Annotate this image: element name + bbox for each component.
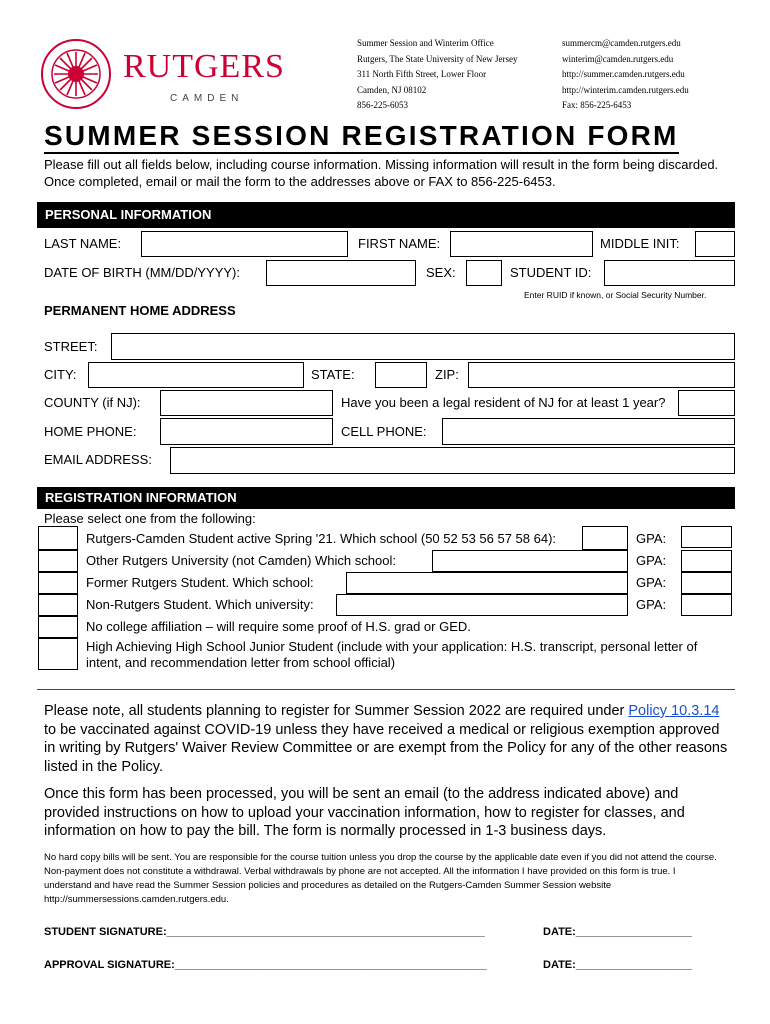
cell-phone-label: CELL PHONE: — [341, 424, 427, 439]
first-name-label: FIRST NAME: — [358, 236, 441, 251]
logo-campus: CAMDEN — [170, 93, 244, 104]
dob-field[interactable] — [266, 260, 416, 286]
middle-initial-label: MIDDLE INIT: — [600, 236, 680, 251]
state-label: STATE: — [311, 367, 355, 382]
policy-link[interactable]: Policy 10.3.14 — [628, 703, 720, 719]
option-checkbox-rutgers-camden[interactable] — [38, 526, 78, 550]
approval-date-line[interactable]: DATE:___________________ — [543, 959, 693, 971]
email-field[interactable] — [170, 447, 735, 474]
option-other-rutgers: Other Rutgers University (not Camden) Which school: — [86, 553, 396, 568]
gpa-field[interactable] — [681, 594, 732, 616]
last-name-label: LAST NAME: — [44, 236, 122, 251]
contact-fax: Fax: 856-225-6453 — [562, 100, 632, 110]
option-high-school-junior: High Achieving High School Junior Student (include with your application: H.S. transcript, personal letter of intent, and recommendation letter from school official) — [86, 639, 698, 670]
home-phone-field[interactable] — [160, 418, 333, 445]
option-former-rutgers: Former Rutgers Student. Which school: — [86, 575, 314, 590]
rutgers-seal — [40, 38, 112, 110]
zip-label: ZIP: — [435, 367, 459, 382]
first-name-field[interactable] — [450, 231, 593, 257]
county-field[interactable] — [160, 390, 333, 416]
vaccination-notice-text: Please note, all students planning to register for Summer Session 2022 are required under — [44, 703, 629, 719]
gpa-field[interactable] — [681, 572, 732, 594]
office-line: 856-225-6053 — [357, 100, 408, 110]
school-field-other-rutgers[interactable] — [432, 550, 628, 572]
gpa-field[interactable] — [681, 526, 732, 548]
office-line: Summer Session and Winterim Office — [357, 38, 494, 48]
student-date-line[interactable]: DATE:___________________ — [543, 926, 693, 938]
option-rutgers-camden: Rutgers-Camden Student active Spring '21. Which school (50 52 53 56 57 58 64): — [86, 531, 557, 546]
contact-email-summer[interactable]: summercm@camden.rutgers.edu — [562, 38, 681, 48]
home-phone-label: HOME PHONE: — [44, 424, 137, 439]
option-checkbox-high-school-junior[interactable] — [38, 638, 78, 670]
vaccination-notice-text-cont: to be vaccinated against COVID-19 unless they have received a medical or religious exemption approved in writing by Rutgers' Waiver Review Committee or are exempt from the Policy for any of the other reasons listed in the Policy. — [44, 721, 728, 775]
middle-initial-field[interactable] — [695, 231, 735, 257]
intro-text: Please fill out all fields below, including course information. Missing information will result in the form being discarded. Once completed, email or mail the form to the addresses above or FAX to 856-225-6453. — [44, 157, 719, 189]
office-line: Camden, NJ 08102 — [357, 84, 427, 95]
sex-label: SEX: — [426, 265, 456, 280]
gpa-label: GPA: — [636, 553, 667, 568]
office-line: 311 North Fifth Street, Lower Floor — [357, 69, 487, 79]
registration-prompt: Please select one from the following: — [44, 511, 256, 526]
option-checkbox-no-college[interactable] — [38, 616, 78, 638]
option-checkbox-other-rutgers[interactable] — [38, 550, 78, 572]
vaccination-notice — [44, 702, 734, 776]
county-label: COUNTY (if NJ): — [44, 395, 141, 410]
billing-fine-print: No hard copy bills will be sent. You are responsible for the course tuition unless you drop the course by the applicable date even if you did not attend the course. Non-payment does not constitute a withdrawal. Verbal withdrawals by phone are not accepted. All the information I have provided on this form is true. I understand and have read the Summer Session policies and procedures as detailed on the Rutgers-Camden Summer Session website http://summersessions.camden.rutgers.edu. — [44, 852, 717, 905]
contact-email-winterim[interactable]: winterim@camden.rutgers.edu — [562, 53, 674, 64]
contact-block — [562, 36, 689, 114]
gpa-label: GPA: — [636, 597, 667, 612]
state-field[interactable] — [375, 362, 427, 388]
gpa-label: GPA: — [636, 531, 667, 546]
school-field-former-rutgers[interactable] — [346, 572, 628, 594]
student-signature-line[interactable]: STUDENT SIGNATURE:____________________________________________________ — [44, 926, 485, 938]
street-field[interactable] — [111, 333, 735, 360]
last-name-field[interactable] — [141, 231, 348, 257]
contact-url-winterim[interactable]: http://winterim.camden.rutgers.edu — [562, 84, 689, 95]
school-field-rutgers-camden[interactable] — [582, 526, 628, 550]
section-divider — [37, 689, 735, 690]
street-label: STREET: — [44, 339, 98, 354]
student-id-field[interactable] — [604, 260, 735, 286]
city-field[interactable] — [88, 362, 304, 388]
nj-resident-field[interactable] — [678, 390, 735, 416]
address-heading: PERMANENT HOME ADDRESS — [44, 303, 236, 318]
option-no-college: No college affiliation – will require some proof of H.S. grad or GED. — [86, 619, 471, 634]
option-checkbox-non-rutgers[interactable] — [38, 594, 78, 616]
dob-label: DATE OF BIRTH (MM/DD/YYYY): — [44, 265, 240, 280]
logo-wordmark: RUTGERS — [123, 48, 285, 85]
nj-resident-question: Have you been a legal resident of NJ for at least 1 year? — [341, 395, 666, 410]
zip-field[interactable] — [468, 362, 735, 388]
approval-signature-line[interactable]: APPROVAL SIGNATURE:___________________________________________________ — [44, 959, 487, 971]
student-id-label: STUDENT ID: — [510, 265, 592, 280]
office-line: Rutgers, The State University of New Jersey — [357, 53, 518, 64]
option-checkbox-former-rutgers[interactable] — [38, 572, 78, 594]
section-registration-information: REGISTRATION INFORMATION — [37, 487, 735, 509]
page-title: SUMMER SESSION REGISTRATION FORM — [44, 120, 679, 154]
city-label: CITY: — [44, 367, 77, 382]
cell-phone-field[interactable] — [442, 418, 735, 445]
section-personal-information: PERSONAL INFORMATION — [37, 202, 735, 228]
gpa-label: GPA: — [636, 575, 667, 590]
processing-notice: Once this form has been processed, you will be sent an email (to the address indicated above) and provided instructions on how to upload your vaccination information, how to register for classes, and information on how to pay the bill. The form is normally processed in 1-3 business days. — [44, 786, 685, 839]
office-address-block — [357, 36, 518, 114]
gpa-field[interactable] — [681, 550, 732, 572]
student-id-hint: Enter RUID if known, or Social Security Number. — [524, 290, 707, 300]
contact-url-summer[interactable]: http://summer.camden.rutgers.edu — [562, 69, 685, 79]
school-field-non-rutgers[interactable] — [336, 594, 628, 616]
option-non-rutgers: Non-Rutgers Student. Which university: — [86, 597, 314, 612]
sex-field[interactable] — [466, 260, 502, 286]
email-label: EMAIL ADDRESS: — [44, 452, 152, 467]
